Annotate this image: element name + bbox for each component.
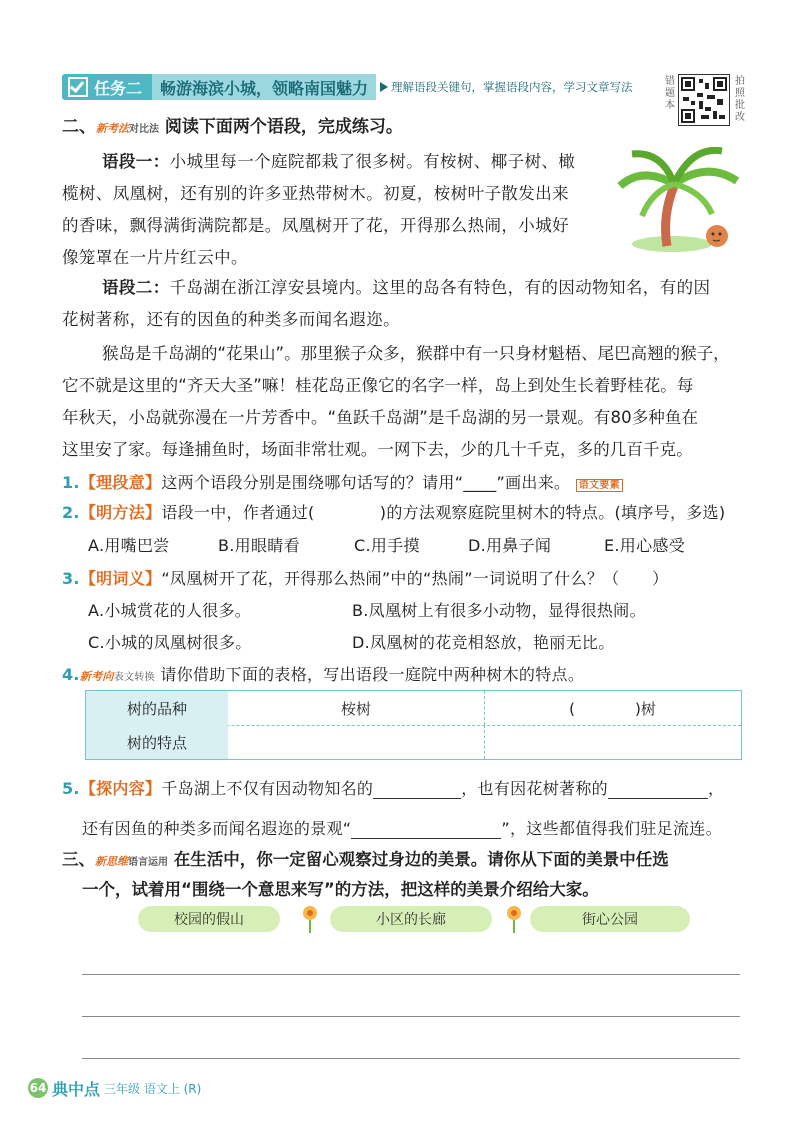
palm-tree-illustration	[612, 146, 752, 256]
para3-line3: 年秋天，小岛就弥漫在一片芳香中。“鱼跃千岛湖”是千岛湖的另一景观。有80多种鱼在	[62, 408, 699, 427]
question-5-line2: 还有因鱼的种类多而闻名遐迩的景观“ ”，这些都值得我们驻足流连。	[82, 819, 722, 838]
table-cell-feature-2[interactable]	[484, 725, 741, 759]
task-chip	[62, 74, 152, 100]
book-info: 三年级 语文上 (R)	[104, 1082, 202, 1096]
writing-line[interactable]	[82, 974, 740, 975]
qr-code-icon[interactable]	[678, 74, 730, 126]
para1-line4: 像笼罩在一片片红云中。	[62, 248, 248, 267]
writing-line[interactable]	[82, 1016, 740, 1017]
para1-line2: 榄树、凤凰树，还有别的许多亚热带树木。初夏，桉树叶子散发出来	[62, 184, 569, 203]
tree-table	[85, 690, 742, 760]
table-cell-feature-1[interactable]	[228, 725, 485, 759]
option-corridor[interactable]: 小区的长廊	[330, 906, 492, 932]
table-header-feature: 树的特点	[86, 725, 228, 759]
brand-logo: 典中点	[52, 1080, 101, 1099]
section2-title: 阅读下面两个语段，完成练习。	[164, 117, 403, 137]
question-3: 3.【明词义】“凤凰树开了花，开得那么热闹”中的“热闹”一词说明了什么？（ ）	[62, 569, 669, 588]
question-1: 1.【理段意】这两个语段分别是围绕哪句话写的？请用“____”画出来。 语文要素	[62, 470, 623, 493]
q3-option-a[interactable]: A.小城赏花的人很多。	[88, 601, 252, 620]
blank-fish-scene[interactable]	[351, 820, 501, 839]
task-goal: 理解语段关键句，掌握语段内容，学习文章写法	[376, 79, 633, 95]
flower-icon	[504, 904, 524, 934]
para3-line4: 这里安了家。每逢捕鱼时，场面非常壮观。一网下去，少的几十千克，多的几百千克。	[62, 440, 693, 459]
option-rockery[interactable]: 校园的假山	[138, 906, 280, 932]
section3-line2: 一个，试着用“围绕一个意思来写”的方法，把这样的美景介绍给大家。	[82, 880, 599, 899]
checkbox-icon	[68, 77, 88, 97]
qr-right-label: 拍照批改	[735, 76, 745, 123]
flower-icon	[300, 904, 320, 934]
para1-line1: 语段一：小城里每一个庭院都栽了很多树。有桉树、椰子树、橄	[102, 152, 576, 171]
task-theme: 畅游海滨小城，领略南国魅力	[152, 74, 376, 100]
new-thinking-tag: 新思维	[95, 855, 128, 868]
para3-line2: 它不就是这里的“齐天大圣”嘛！桂花岛正像它的名字一样，岛上到处生长着野桂花。每	[62, 376, 694, 395]
table-cell-eucalyptus: 桉树	[228, 691, 485, 725]
table-header-variety: 树的品种	[86, 691, 228, 725]
q2-option-e[interactable]: E.用心感受	[604, 536, 685, 555]
q2-option-d[interactable]: D.用鼻子闻	[468, 536, 552, 555]
q2-option-b[interactable]: B.用眼睛看	[218, 536, 300, 555]
page-number: 64	[28, 1078, 48, 1098]
q2-option-c[interactable]: C.用手摸	[354, 536, 420, 555]
section3-heading: 三、新思维语言运用 在生活中，你一定留心观察过身边的美景。请你从下面的美景中任选	[62, 850, 669, 869]
q3-option-c[interactable]: C.小城的凤凰树很多。	[88, 633, 252, 652]
option-park[interactable]: 街心公园	[530, 906, 690, 932]
blank-animal-island[interactable]	[373, 780, 461, 799]
para3-line1: 猴岛是千岛湖的“花果山”。那里猴子众多，猴群中有一只身材魁梧、尾巴高翘的猴子，	[102, 344, 730, 363]
para1-line3: 的香味，飘得满街满院都是。凤凰树开了花，开得那么热闹，小城好	[62, 216, 569, 235]
q3-option-b[interactable]: B.凤凰树上有很多小动物，显得很热闹。	[352, 601, 646, 620]
writing-line[interactable]	[82, 1058, 740, 1059]
requirement-badge: 语文要素	[576, 479, 623, 492]
question-5: 5.【探内容】千岛湖上不仅有因动物知名的 ，也有因花树著称的 ，	[62, 779, 725, 798]
new-method-tag: 新考法	[96, 122, 129, 135]
para2-line2: 花树著称，还有的因鱼的种类多而闻名遐迩。	[62, 310, 400, 329]
table-cell-tree-blank[interactable]: ( )树	[569, 699, 656, 718]
table-row	[86, 725, 741, 759]
task-label: 任务二	[94, 78, 143, 98]
section2-heading: 二、新考法对比法 阅读下面两个语段，完成练习。	[62, 117, 403, 137]
arrow-icon	[380, 82, 388, 92]
qr-left-label: 错题本	[665, 76, 675, 111]
q3-option-d[interactable]: D.凤凰树的花竞相怒放，艳丽无比。	[352, 633, 615, 652]
table-row	[86, 691, 741, 726]
blank-flower-island[interactable]	[608, 780, 708, 799]
question-2: 2.【明方法】语段一中，作者通过( )的方法观察庭院里树木的特点。(填序号，多选)	[62, 503, 726, 522]
q2-option-a[interactable]: A.用嘴巴尝	[88, 536, 170, 555]
task-banner	[62, 74, 662, 100]
question-4: 4.新考向表文转换 请你借助下面的表格，写出语段一庭院中两种树木的特点。	[62, 665, 585, 684]
para2-line1: 语段二：千岛湖在浙江淳安县境内。这里的岛各有特色，有的因动物知名，有的因	[102, 278, 711, 297]
